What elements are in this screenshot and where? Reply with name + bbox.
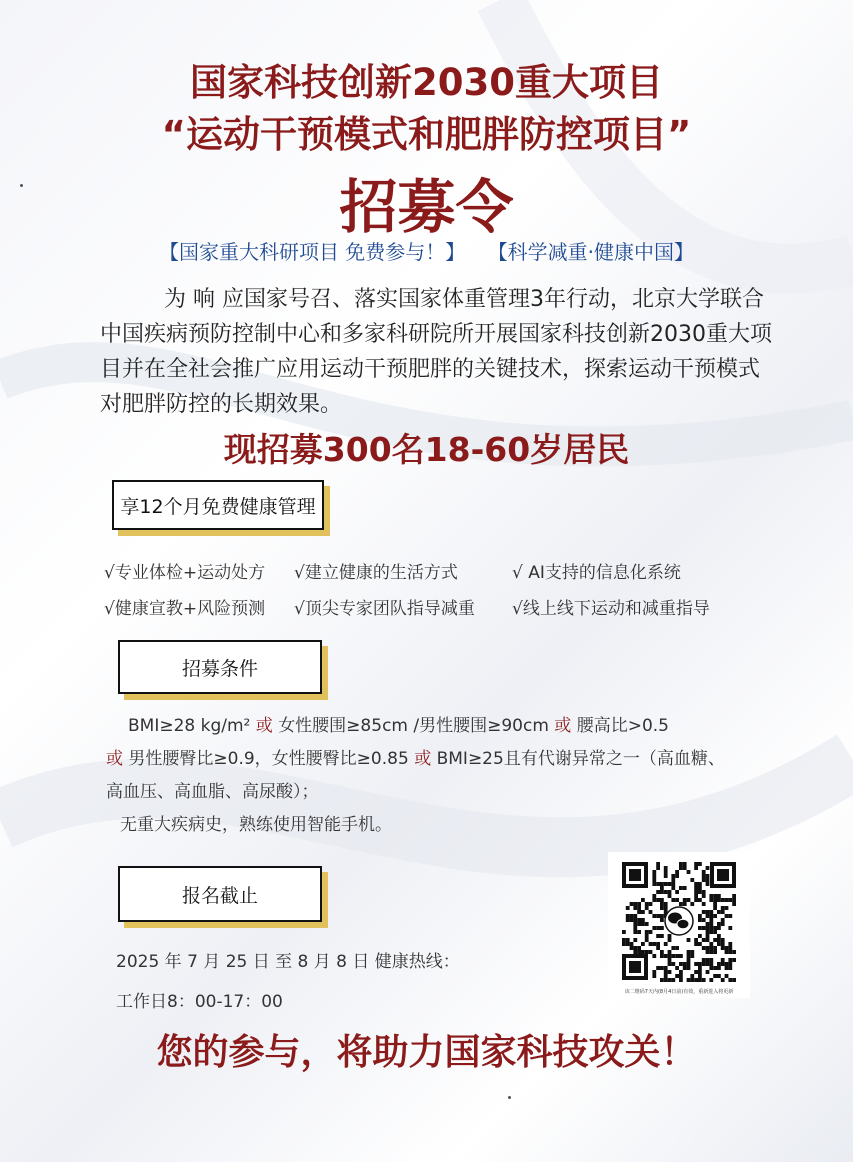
tag-left: 【国家重大科研项目 免费参与！】: [158, 240, 466, 264]
benefit-item: √建立健康的生活方式: [294, 562, 458, 583]
benefit-item: √ AI支持的信息化系统: [512, 562, 681, 583]
benefit-item: √专业体检+运动处方: [104, 562, 266, 583]
condition-waist: 女性腰围≥85cm /男性腰围≥90cm: [278, 716, 549, 736]
title-line1: 国家科技创新2030重大项目: [190, 61, 663, 104]
closing-slogan: 您的参与，将助力国家科技攻关！: [156, 1032, 697, 1073]
conditions-box-label: 招募条件: [181, 657, 258, 680]
conditions-text: [106, 710, 786, 842]
condition-waist-hip: 男性腰臀比≥0.9，女性腰臀比≥0.85: [128, 749, 409, 769]
or-word: 或: [106, 749, 123, 769]
tag-bar: [0, 236, 853, 265]
benefit-item: √线上线下运动和减重指导: [512, 598, 710, 619]
condition-metabolic: BMI≥25且有代谢异常之一（高血糖、: [436, 749, 725, 769]
or-word: 或: [414, 749, 432, 769]
title-line2: “运动干预模式和肥胖防控项目”: [161, 113, 692, 156]
intro-paragraph: 为 响 应国家号召、落实国家体重管理3年行动，北京大学联合中国疾病预防控制中心和多家科研院所开展国家科技创新2030重大项目并在全社会推广应用运动干预肥胖的关键技术，探索运动干预模式对肥胖防控的长期效果。: [100, 287, 772, 417]
speck: [508, 1096, 511, 1099]
deadline-info: [116, 942, 556, 1022]
deadline-box: [118, 866, 322, 922]
condition-health: 无重大疾病史，熟练使用智能手机。: [120, 815, 392, 835]
benefits-box-label: 享12个月免费健康管理: [120, 495, 316, 518]
recruit-headline: 现招募300名18-60岁居民: [223, 430, 630, 469]
deadline-box-label: 报名截止: [181, 884, 258, 907]
condition-bmi: BMI≥28 kg/m²: [128, 716, 251, 736]
benefits-list: [104, 552, 764, 624]
or-word: 或: [554, 716, 572, 736]
headline: 招募令: [339, 173, 514, 241]
condition-metabolic-cont: 高血压、高血脂、高尿酸）；: [106, 782, 319, 802]
deadline-dates: 2025 年 7 月 25 日 至 8 月 8 日 健康热线：: [116, 952, 460, 972]
qr-caption: 该二维码7天内(8月4日前)有效，重新进入将更新: [624, 989, 734, 995]
or-word: 或: [255, 716, 273, 736]
benefits-box: [112, 480, 324, 530]
wechat-qr-code-icon[interactable]: [618, 858, 740, 984]
conditions-box: [118, 640, 322, 694]
benefit-item: √健康宣教+风险预测: [104, 598, 266, 619]
condition-waist-height: 腰高比>0.5: [576, 716, 669, 736]
benefit-item: √顶尖专家团队指导减重: [294, 598, 475, 619]
qr-card[interactable]: [608, 852, 750, 998]
hotline-hours: 工作日8：00-17：00: [116, 992, 283, 1012]
tag-right: 【科学减重·健康中国】: [487, 240, 695, 264]
